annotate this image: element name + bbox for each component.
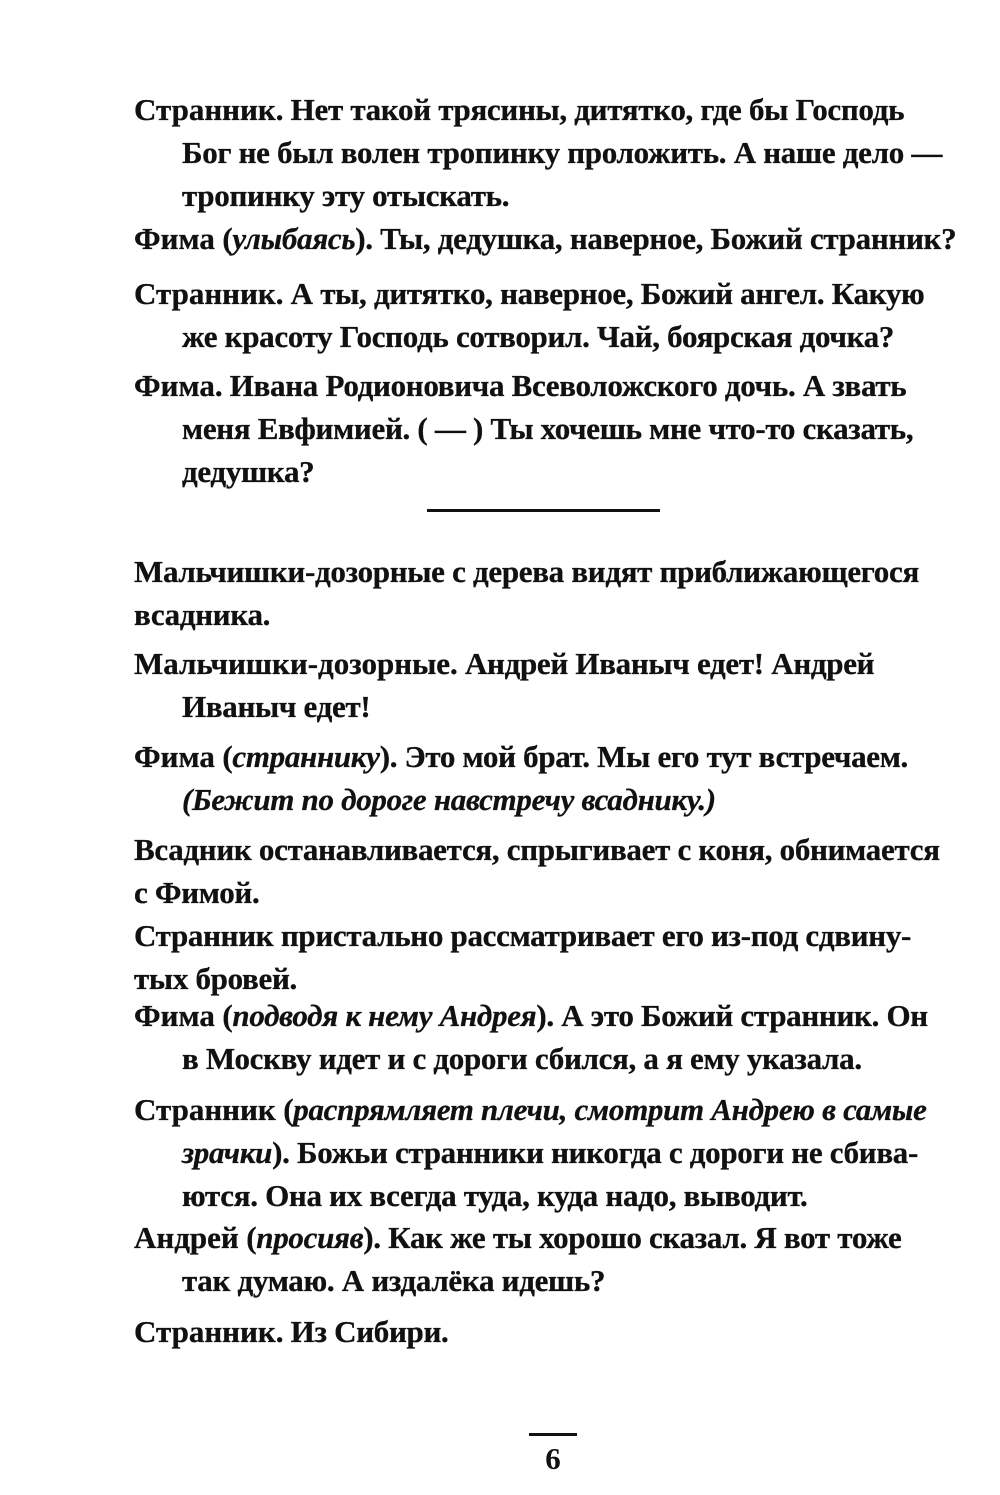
speaker-name: Фима — [134, 221, 215, 256]
dialogue-block: Фима (страннику). Это мой брат. Мы его тут встречаем. (Бежит по дороге навстречу всаднику.) — [134, 735, 954, 821]
dialogue-line: . Ивана Родионовича Всеволожского дочь. А звать — [214, 368, 907, 403]
dialogue-line: . А ты, дитятко, наверное, Божий ангел. Какую — [275, 276, 925, 311]
speaker-name: Фима — [134, 998, 215, 1033]
speaker-name: Странник — [134, 92, 276, 127]
dialogue-line: тропинку эту отыскать. — [182, 178, 510, 213]
stage-line: Странник пристально рассматривает его из-под сдвину- — [134, 918, 912, 953]
speaker-name: Андрей — [134, 1220, 239, 1255]
dialogue-block: Странник (распрямляет плечи, смотрит Андрею в самые зрачки). Божьи странники никогда с дороги не сбива- ются. Она их всегда туда, куда надо, выводит. — [134, 1088, 954, 1217]
stage-line: с Фимой. — [134, 875, 260, 910]
stage-direction: страннику — [232, 739, 380, 774]
dialogue-block: Андрей (просияв). Как же ты хорошо сказал. Я вот тоже так думаю. А издалёка идешь? — [134, 1216, 954, 1302]
dialogue-block — [134, 272, 954, 358]
dialogue-line: меня Евфимией. ( — ) Ты хочешь мне что-то сказать, — [182, 411, 914, 446]
stage-line: Всадник останавливается, спрыгивает с коня, обнимается — [134, 832, 940, 867]
speaker-name: Фима — [134, 368, 215, 403]
dialogue-line: дедушка? — [182, 454, 315, 489]
stage-direction: зрачки — [182, 1135, 273, 1170]
stage-direction: подводя к нему Андрея — [232, 998, 537, 1033]
stage-direction: распрямляет плечи, смотрит Андрею в самые — [293, 1092, 927, 1127]
stage-direction: (Бежит по дороге навстречу всаднику.) — [182, 782, 716, 817]
dialogue-block — [134, 364, 954, 493]
dialogue-block — [134, 88, 954, 217]
stage-line: Мальчишки-дозорные с дерева видят приближающегося — [134, 554, 919, 589]
dialogue-block: Фима (улыбаясь). Ты, дедушка, наверное, Божий странник? — [134, 221, 957, 256]
page-number: 6 — [545, 1441, 561, 1476]
dialogue-line: в Москву идет и с дороги сбился, а я ему указала. — [182, 1041, 862, 1076]
dialogue-line: ). Как же ты хорошо сказал. Я вот тоже — [363, 1220, 902, 1255]
dialogue-line: ). А это Божий странник. Он — [536, 998, 928, 1033]
dialogue-line: . Из Сибири. — [275, 1314, 449, 1349]
dialogue-line: . Андрей Иваныч едет! Андрей — [450, 646, 875, 681]
dialogue-line: так думаю. А издалёка идешь? — [182, 1263, 606, 1298]
stage-direction: просияв — [256, 1220, 364, 1255]
stage-direction-block — [134, 550, 954, 636]
speaker-name: Странник — [134, 276, 276, 311]
dialogue-line: же красоту Господь сотворил. Чай, боярская дочка? — [182, 319, 895, 354]
speaker-name: Фима — [134, 739, 215, 774]
stage-direction-block — [134, 828, 954, 1000]
dialogue-line: Бог не был волен тропинку проложить. А наше дело — — [182, 135, 943, 170]
stage-direction: улыбаясь — [232, 221, 356, 256]
dialogue-block — [134, 642, 954, 728]
speaker-name: Странник — [134, 1092, 276, 1127]
dialogue-line: ). Ты, дедушка, наверное, Божий странник? — [355, 221, 957, 256]
stage-line: всадника. — [134, 597, 271, 632]
scene-divider — [427, 509, 660, 512]
stage-line: тых бровей. — [134, 961, 297, 996]
dialogue-line: ). Это мой брат. Мы его тут встречаем. — [379, 739, 909, 774]
speaker-name: Странник — [134, 1314, 276, 1349]
dialogue-line: ются. Она их всегда туда, куда надо, выводит. — [182, 1178, 808, 1213]
dialogue-block: Фима (подводя к нему Андрея). А это Божий странник. Он в Москву идет и с дороги сбился, а я ему указала. — [134, 994, 954, 1080]
dialogue-line: Иваныч едет! — [182, 689, 371, 724]
dialogue-line: . Нет такой трясины, дитятко, где бы Господь — [275, 92, 905, 127]
dialogue-block — [134, 1310, 954, 1353]
speaker-name: Мальчишки-дозорные — [134, 646, 451, 681]
page-number-rule — [529, 1433, 577, 1436]
dialogue-line: ). Божьи странники никогда с дороги не сбива- — [272, 1135, 919, 1170]
